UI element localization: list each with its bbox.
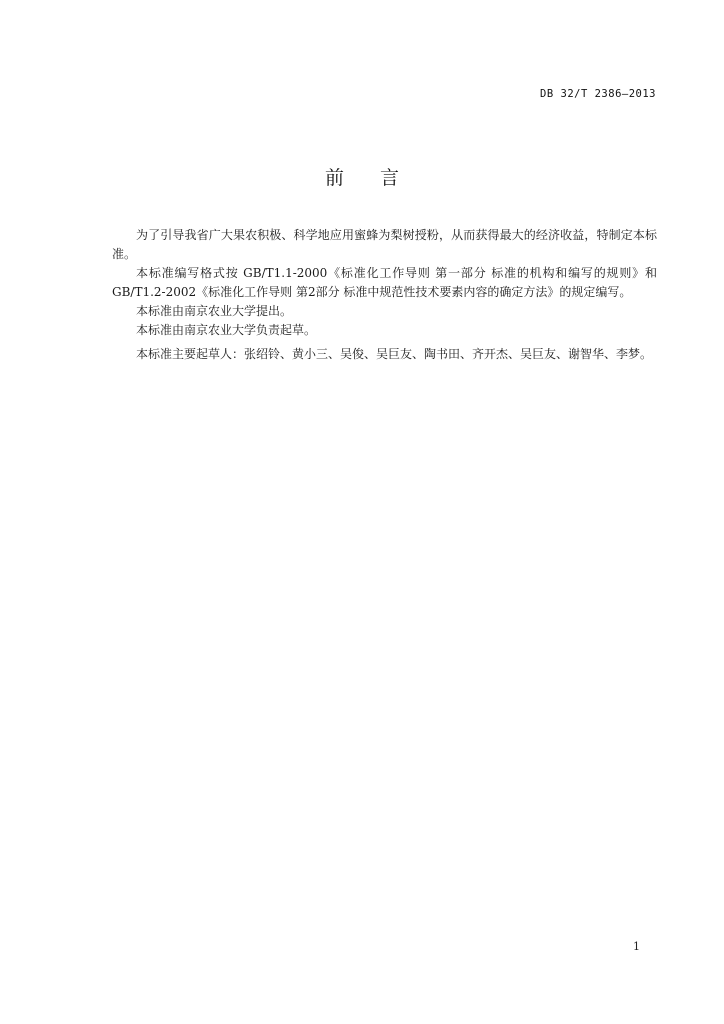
page-title — [0, 163, 724, 190]
paragraph-purpose: 为了引导我省广大果农积极、科学地应用蜜蜂为梨树授粉，从而获得最大的经济收益，特制定本标准。 — [112, 228, 657, 261]
foreword-body — [112, 226, 657, 368]
title-char-2: 言 — [380, 167, 400, 189]
paragraph-proposer: 本标准由南京农业大学提出。 — [136, 304, 293, 318]
paragraph-format: 本标准编写格式按 GB/T1.1-2000《标准化工作导则 第一部分 标准的机构和编写的规则》和GB/T1.2-2002《标准化工作导则 第2部分 标准中规范性技术要素内容的确定方法》的规定编写。 — [112, 266, 657, 299]
title-char-1: 前 — [324, 167, 344, 189]
paragraph-drafters: 本标准主要起草人：张绍铃、黄小三、吴俊、吴巨友、陶书田、齐开杰、吴巨友、谢智华、李梦。 — [136, 347, 653, 361]
standard-code: DB 32/T 2386—2013 — [540, 88, 656, 100]
paragraph-drafting-unit: 本标准由南京农业大学负责起草。 — [136, 323, 317, 337]
page-number: 1 — [633, 940, 640, 953]
